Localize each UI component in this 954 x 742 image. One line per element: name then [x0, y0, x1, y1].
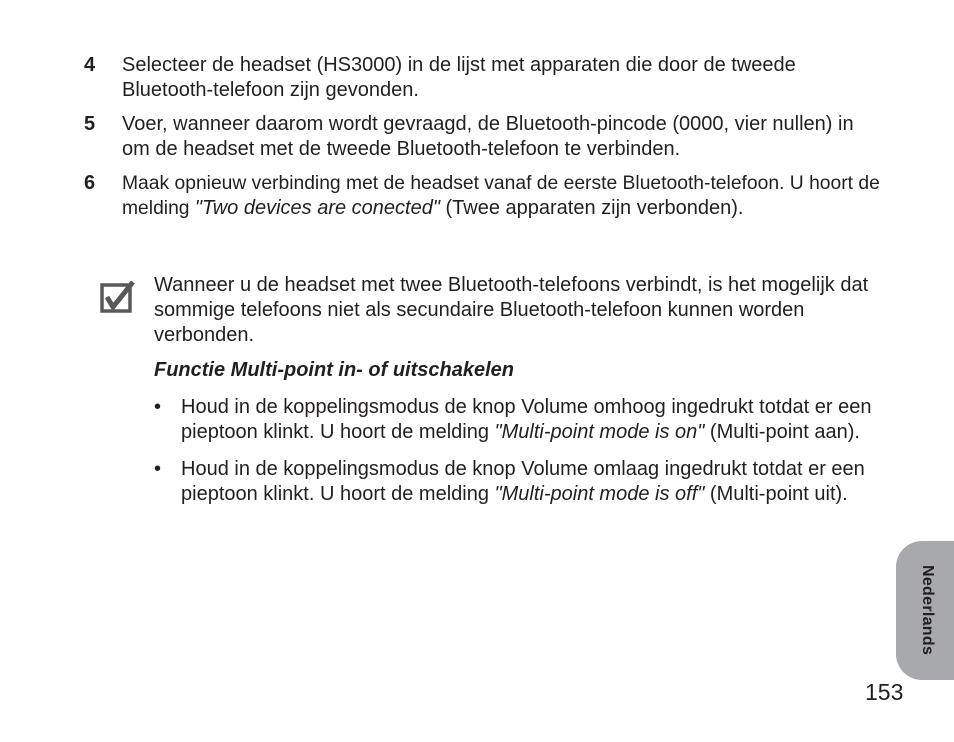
step-text: Voer, wanneer daarom wordt gevraagd, de Bluetooth-pincode (0000, vier nullen) in om de headset met de tweede Bluetooth-telefoon te verbinden. [122, 113, 854, 160]
voice-prompt-quote: "Multi-point mode is off" [494, 483, 705, 505]
bullet-text-before: Houd in de koppelingsmodus de knop Volume omlaag ingedrukt totdat er een pieptoon klinkt. U hoort de melding [181, 458, 865, 505]
bullet-marker: • [154, 396, 162, 418]
step-text-before: Maak opnieuw verbinding met de headset vanaf de eerste Bluetooth-telefoon. U hoort de melding [122, 173, 880, 219]
step-text [122, 171, 884, 221]
step-number: 6 [84, 172, 96, 194]
language-side-tab [896, 541, 954, 680]
step-6 [84, 171, 884, 221]
bullet-item [154, 395, 874, 445]
step-5 [84, 112, 884, 162]
step-number: 5 [84, 113, 96, 135]
note-text: Wanneer u de headset met twee Bluetooth-telefoons verbindt, is het mogelijk dat sommige telefoons niet als secundaire Bluetooth-telefoon kunnen worden verbonden. [154, 274, 869, 346]
language-label: Nederlands [919, 565, 936, 656]
bullet-text-after: (Multi-point uit). [704, 483, 848, 505]
page-number: 153 [865, 679, 904, 705]
step-4 [84, 53, 884, 103]
voice-prompt-quote: "Two devices are conected" [194, 197, 440, 219]
bullet-text-before: Houd in de koppelingsmodus de knop Volume omhoog ingedrukt totdat er een pieptoon klinkt. U hoort de melding [181, 396, 872, 443]
section-heading: Functie Multi-point in- of uitschakelen [154, 359, 514, 381]
checkbox-check-icon [100, 281, 136, 314]
voice-prompt-quote: "Multi-point mode is on" [494, 421, 705, 443]
bullet-item [154, 457, 874, 507]
bullet-marker: • [154, 458, 162, 480]
note-block [154, 273, 874, 507]
step-text-after: (Twee apparaten zijn verbonden). [439, 197, 744, 219]
step-text: Selecteer de headset (HS3000) in de lijst met apparaten die door de tweede Bluetooth-telefoon zijn gevonden. [122, 54, 796, 101]
bullet-text-after: (Multi-point aan). [704, 421, 860, 443]
step-number: 4 [84, 54, 96, 76]
